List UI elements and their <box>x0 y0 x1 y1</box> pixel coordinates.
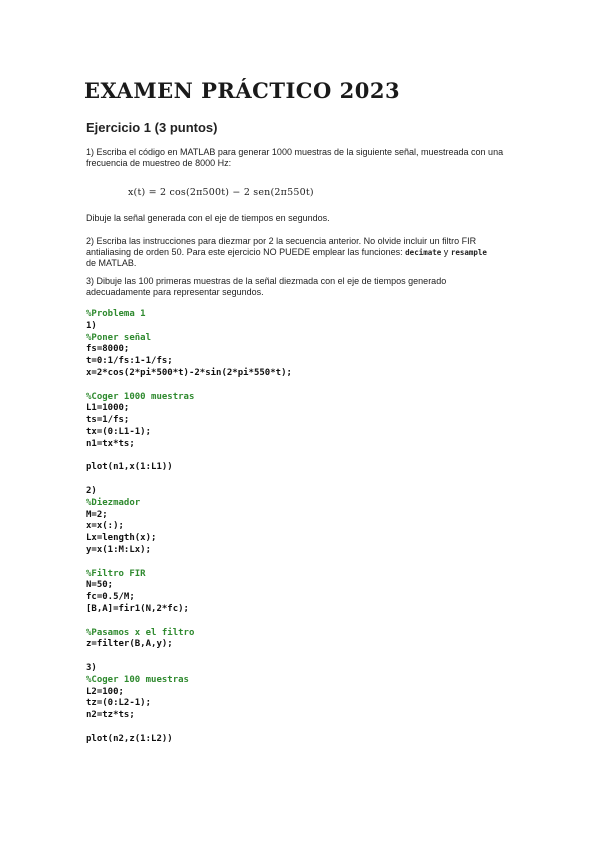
code-line: L2=100; <box>86 686 124 697</box>
inline-code-resample: resample <box>450 248 487 257</box>
code-comment-line: %Coger 100 muestras <box>86 674 189 685</box>
code-line <box>86 474 292 486</box>
paragraph-3-line-3: de MATLAB. <box>86 258 137 268</box>
code-line: tx=(0:L1-1); <box>86 426 152 437</box>
exercise-heading: Ejercicio 1 (3 puntos) <box>86 120 218 135</box>
code-comment-line: %Filtro FIR <box>86 568 146 579</box>
paragraph-4-line-2: adecuadamente para representar segundos. <box>86 287 264 297</box>
code-line: tz=(0:L2-1); <box>86 698 152 709</box>
page-title: EXAMEN PRÁCTICO 2023 <box>84 78 401 103</box>
paragraph-1-line-2: frecuencia de muestreo de 8000 Hz: <box>86 158 232 168</box>
paragraph-3-line-2 <box>86 247 526 258</box>
paragraph-3-text: antialiasing de orden 50. Para este ejercicio NO PUEDE emplear las funciones: <box>86 247 406 257</box>
code-line: ts=1/fs; <box>86 415 130 426</box>
code-line: 3) <box>86 662 97 673</box>
code-line <box>86 651 292 663</box>
paragraph-3-line-1: 2) Escriba las instrucciones para diezmar por 2 la secuencia anterior. No olvide incluir un filtro FIR <box>86 236 477 246</box>
code-line: fs=8000; <box>86 344 130 355</box>
code-line: 2) <box>86 485 97 496</box>
code-line: fc=0.5/M; <box>86 592 135 603</box>
paragraph-4-line-1: 3) Dibuje las 100 primeras muestras de la señal diezmada con el eje de tiempos generado <box>86 276 447 286</box>
code-line: n1=tx*ts; <box>86 438 135 449</box>
paragraph-2: Dibuje la señal generada con el eje de tiempos en segundos. <box>86 213 330 223</box>
signal-formula: x(t) = 2 cos(2π500t) − 2 sen(2π550t) <box>128 187 314 198</box>
inline-code-decimate: decimate <box>405 248 442 257</box>
code-line <box>86 380 292 392</box>
code-comment-line: %Poner señal <box>86 332 152 343</box>
code-line: [B,A]=fir1(N,2*fc); <box>86 603 189 614</box>
code-comment-line: %Pasamos x el filtro <box>86 627 195 638</box>
code-line: z=filter(B,A,y); <box>86 639 173 650</box>
code-line: plot(n2,z(1:L2)) <box>86 733 173 744</box>
matlab-code-block <box>86 309 292 745</box>
code-line: n2=tz*ts; <box>86 710 135 721</box>
code-line: M=2; <box>86 509 108 520</box>
code-comment-line: %Coger 1000 muestras <box>86 391 195 402</box>
code-line: N=50; <box>86 580 114 591</box>
code-line <box>86 451 292 463</box>
code-line: Lx=length(x); <box>86 533 157 544</box>
code-line <box>86 616 292 628</box>
paragraph-3 <box>86 236 526 269</box>
code-line: x=2*cos(2*pi*500*t)-2*sin(2*pi*550*t); <box>86 367 292 378</box>
code-line: y=x(1:M:Lx); <box>86 544 152 555</box>
paragraph-3-and: y <box>441 247 451 257</box>
paragraph-1-line-1: 1) Escriba el código en MATLAB para generar 1000 muestras de la siguiente señal, muestreada con una <box>86 147 504 157</box>
code-line <box>86 557 292 569</box>
code-line: plot(n1,x(1:L1)) <box>86 462 173 473</box>
code-comment-line: %Problema 1 <box>86 309 146 319</box>
paragraph-1 <box>86 147 526 169</box>
code-line: L1=1000; <box>86 403 130 414</box>
code-comment-line: %Diezmador <box>86 497 141 508</box>
paragraph-4 <box>86 276 526 298</box>
code-line <box>86 722 292 734</box>
code-line: t=0:1/fs:1-1/fs; <box>86 356 173 367</box>
code-line: 1) <box>86 320 97 331</box>
code-line: x=x(:); <box>86 521 124 532</box>
